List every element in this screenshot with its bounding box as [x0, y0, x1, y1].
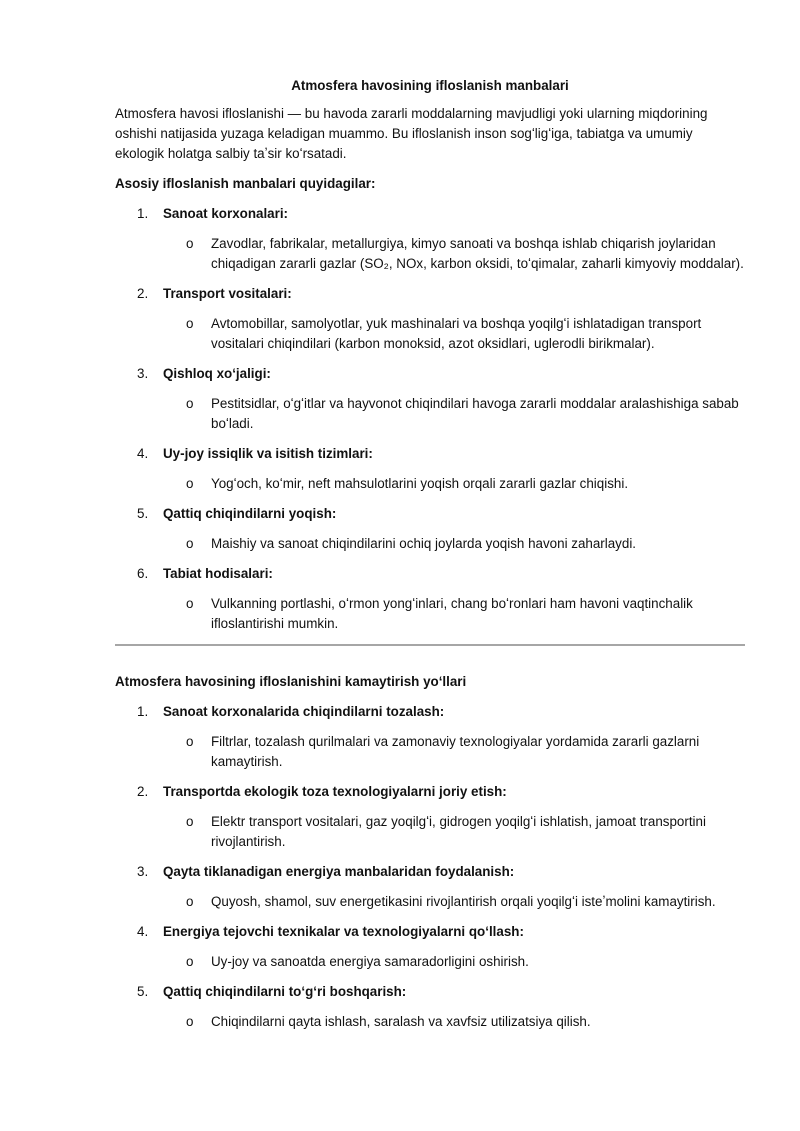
list-item-waste-burning — [115, 504, 745, 554]
document-title: Atmosfera havosining ifloslanish manbalari — [291, 78, 569, 93]
item-number: 5. — [137, 984, 149, 999]
bullet-icon: o — [186, 396, 194, 411]
list-item-transport — [115, 284, 745, 354]
item-title — [115, 564, 745, 584]
item-title — [115, 702, 745, 722]
item-title — [115, 982, 745, 1002]
item-title — [115, 782, 745, 802]
bullet-icon: o — [186, 236, 194, 251]
sources-heading: Asosiy ifloslanish manbalari quyidagilar: — [115, 176, 376, 191]
item-number: 2. — [137, 286, 149, 301]
sub-item — [115, 314, 745, 354]
item-number: 4. — [137, 446, 149, 461]
item-number: 6. — [137, 566, 149, 581]
pollution-sources-list — [115, 204, 745, 634]
sub-item-text: Pestitsidlar, oʻgʻitlar va hayvonot chiqindilari havoga zararli moddalar aralashishiga sabab boʻladi. — [211, 396, 739, 431]
item-title-text: Transportda ekologik toza texnologiyalarni joriy etish: — [163, 784, 507, 799]
sub-item — [115, 594, 745, 634]
item-title — [115, 284, 745, 304]
list-item-industry — [115, 204, 745, 274]
sub-item-text: Avtomobillar, samolyotlar, yuk mashinalari va boshqa yoqilgʻi ishlatadigan transport vositalari chiqindilari (karbon monoksid, azot oksidlari, uglerodli birikmalar). — [211, 316, 702, 351]
bullet-icon: o — [186, 814, 194, 829]
item-number: 4. — [137, 924, 149, 939]
sub-item-text: Uy-joy va sanoatda energiya samaradorligini oshirish. — [211, 954, 529, 969]
item-title-text: Uy-joy issiqlik va isitish tizimlari: — [163, 446, 373, 461]
item-title — [115, 204, 745, 224]
sub-item-text: Zavodlar, fabrikalar, metallurgiya, kimyo sanoati va boshqa ishlab chiqarish joylaridan chiqadigan zararli gazlar (SO₂, NOx, karbon oksidi, toʻqimalar, zaharli kimyoviy moddalar). — [211, 236, 744, 271]
list-item-industrial-cleaning — [115, 702, 745, 772]
sub-item-text: Maishiy va sanoat chiqindilarini ochiq joylarda yoqish havoni zaharlaydi. — [211, 536, 637, 551]
reduction-heading: Atmosfera havosining ifloslanishini kamaytirish yoʻllari — [115, 674, 467, 689]
list-item-energy-saving — [115, 922, 745, 972]
sub-item — [115, 234, 745, 274]
bullet-icon: o — [186, 536, 194, 551]
bullet-icon: o — [186, 476, 194, 491]
horizontal-rule — [115, 644, 745, 646]
list-item-agriculture — [115, 364, 745, 434]
sub-item — [115, 812, 745, 852]
bullet-icon: o — [186, 596, 194, 611]
sub-item-text: Quyosh, shamol, suv energetikasini rivojlantirish orqali yoqilgʻi isteʼmolini kamaytirish. — [211, 894, 716, 909]
item-title-text: Tabiat hodisalari: — [163, 566, 273, 581]
item-title-text: Energiya tejovchi texnikalar va texnologiyalarni qoʻllash: — [163, 924, 524, 939]
item-title-text: Sanoat korxonalari: — [163, 206, 289, 221]
item-title — [115, 862, 745, 882]
intro-paragraph: Atmosfera havosi ifloslanishi — bu havoda zararli moddalarning mavjudligi yoki ularning miqdorining oshishi natijasida yuzaga keladigan muammo. Bu ifloslanish inson sogʻligʻiga, tabiatga va umumiy ekologik holatga salbiy taʼsir koʻrsatadi. — [115, 106, 708, 161]
sub-item — [115, 474, 745, 494]
sub-item-text: Chiqindilarni qayta ishlash, saralash va xavfsiz utilizatsiya qilish. — [211, 1014, 591, 1029]
document-page — [115, 76, 745, 1042]
sub-item — [115, 1012, 745, 1032]
item-title-text: Qattiq chiqindilarni toʻgʻri boshqarish: — [163, 984, 407, 999]
item-number: 2. — [137, 784, 149, 799]
item-number: 3. — [137, 366, 149, 381]
item-number: 1. — [137, 704, 149, 719]
sub-item — [115, 952, 745, 972]
list-item-renewable-energy — [115, 862, 745, 912]
item-number: 3. — [137, 864, 149, 879]
sub-item-text: Yogʻoch, koʻmir, neft mahsulotlarini yoqish orqali zararli gazlar chiqishi. — [211, 476, 629, 491]
item-title-text: Qayta tiklanadigan energiya manbalaridan foydalanish: — [163, 864, 515, 879]
bullet-icon: o — [186, 954, 194, 969]
bullet-icon: o — [186, 894, 194, 909]
item-title-text: Transport vositalari: — [163, 286, 292, 301]
sub-item-text: Vulkanning portlashi, oʻrmon yongʻinlari, chang boʻronlari ham havoni vaqtinchalik ifloslantirishi mumkin. — [211, 596, 693, 631]
item-title-text: Sanoat korxonalarida chiqindilarni tozalash: — [163, 704, 445, 719]
sub-item — [115, 892, 745, 912]
item-number: 1. — [137, 206, 149, 221]
bullet-icon: o — [186, 1014, 194, 1029]
bullet-icon: o — [186, 316, 194, 331]
item-title — [115, 922, 745, 942]
list-item-natural — [115, 564, 745, 634]
sub-item-text: Elektr transport vositalari, gaz yoqilgʻi, gidrogen yoqilgʻi ishlatish, jamoat transportini rivojlantirish. — [211, 814, 706, 849]
item-title — [115, 504, 745, 524]
reduction-methods-list — [115, 702, 745, 1032]
list-item-heating — [115, 444, 745, 494]
sub-item-text: Filtrlar, tozalash qurilmalari va zamonaviy texnologiyalar yordamida zararli gazlarni kamaytirish. — [211, 734, 700, 769]
item-title — [115, 444, 745, 464]
item-title-text: Qishloq xoʻjaligi: — [163, 366, 271, 381]
item-title — [115, 364, 745, 384]
list-item-waste-management — [115, 982, 745, 1032]
list-item-clean-transport — [115, 782, 745, 852]
item-title-text: Qattiq chiqindilarni yoqish: — [163, 506, 337, 521]
sub-item — [115, 534, 745, 554]
bullet-icon: o — [186, 734, 194, 749]
sub-item — [115, 732, 745, 772]
item-number: 5. — [137, 506, 149, 521]
sub-item — [115, 394, 745, 434]
